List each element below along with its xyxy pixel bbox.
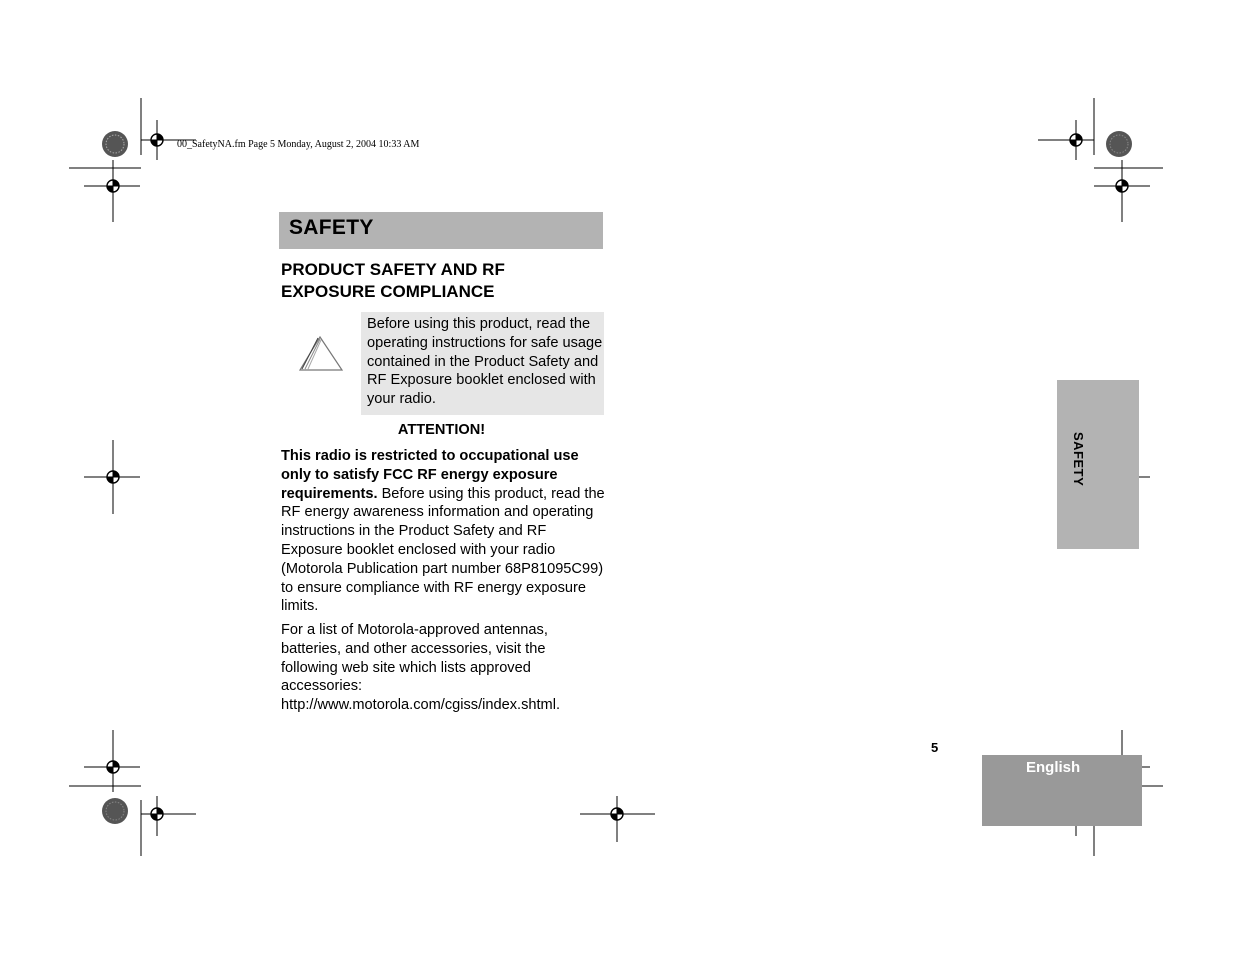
section-title-bar xyxy=(279,212,603,249)
rf-exposure-text: Before using this product, read the RF energy awareness information and operating instructions in the Product Safety and RF Exposure booklet enclosed with your radio (Motorola Publication part number 68P81095C99) to ensure compliance with RF energy exposure limits. xyxy=(281,485,605,615)
language-label: English xyxy=(1026,759,1081,776)
rf-exposure-bold-text: This radio is restricted to occupational use only to satisfy FCC RF energy exposure requirements. xyxy=(281,448,579,502)
file-header-info: 00_SafetyNA.fm Page 5 Monday, August 2, 2004 10:33 AM xyxy=(177,139,420,150)
accessories-paragraph: For a list of Motorola-approved antennas, batteries, and other accessories, visit the following web site which lists approved accessories: http://www.motorola.com/cgiss/index.shtml. xyxy=(281,622,560,714)
subheading-line2: EXPOSURE COMPLIANCE xyxy=(281,282,495,301)
page-title: SAFETY xyxy=(289,216,374,239)
side-tab-label: SAFETY xyxy=(1071,432,1086,487)
subheading-line1: PRODUCT SAFETY AND RF xyxy=(281,260,505,279)
caution-note-text: Before using this product, read the operating instructions for safe usage contained in the Product Safety and RF Exposure booklet enclosed with your radio. xyxy=(367,316,603,408)
language-tab xyxy=(982,755,1142,826)
page-number: 5 xyxy=(931,740,939,755)
caution-note xyxy=(361,312,604,415)
caution-icon xyxy=(298,335,344,373)
attention-heading: ATTENTION! xyxy=(397,422,486,438)
section-side-tab xyxy=(1057,380,1139,549)
rf-exposure-paragraph xyxy=(281,447,606,616)
subheading xyxy=(281,259,611,303)
